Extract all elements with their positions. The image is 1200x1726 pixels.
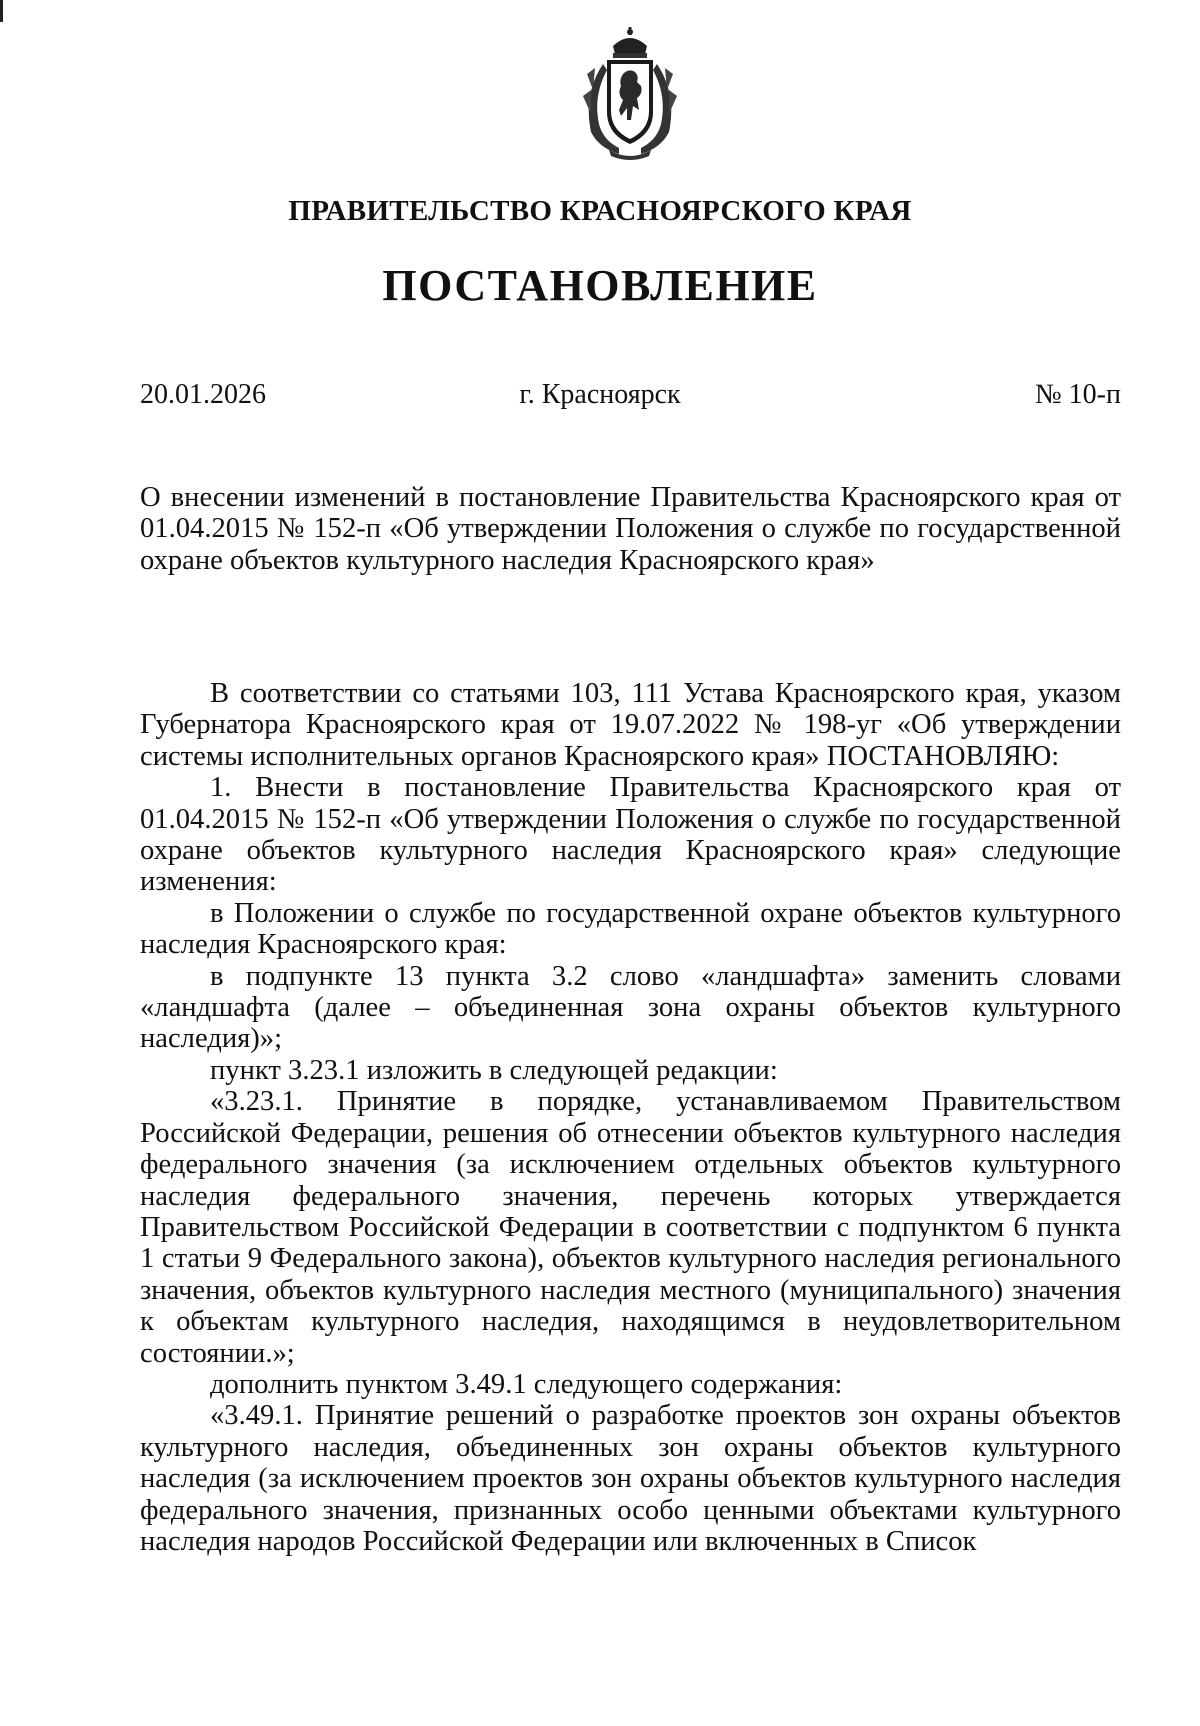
scan-edge-mark <box>0 0 3 22</box>
body-paragraph: В соответствии со статьями 103, 111 Устава Красноярского края, указом Губернатора Красноярского края от 19.07.2022 № 198-уг «Об утверждении системы исполнительных органов Красноярского края» ПОСТАНОВЛЯЮ: <box>140 678 1121 772</box>
government-title: ПРАВИТЕЛЬСТВО КРАСНОЯРСКОГО КРАЯ <box>288 195 912 227</box>
document-number: № 10-п <box>1034 379 1121 410</box>
body-paragraph: дополнить пунктом 3.49.1 следующего содержания: <box>210 1368 843 1400</box>
body-paragraph: в Положении о службе по государственной охране объектов культурного наследия Красноярского края: <box>140 897 1121 961</box>
document-date: 20.01.2026 <box>140 379 266 410</box>
body-paragraph: «3.23.1. Принятие в порядке, устанавливаемом Правительством Российской Федерации, решения об отнесении объектов культурного наследия федерального значения (за исключением отдельных объектов культурного наследия федерального значения, перечень которых утверждается Правительством Российской Федерации в соответствии с подпунктом 6 пункта 1 статьи 9 Федерального закона), объектов культурного наследия регионального значения, объектов культурного наследия местного (муниципального) значения к объектам культурного наследия, находящимся в неудовлетворительном состоянии.»; <box>140 1086 1121 1369</box>
body-paragraph: «3.49.1. Принятие решений о разработке проектов зон охраны объектов культурного наследия, объединенных зон охраны объектов культурного наследия (за исключением проектов зон охраны объектов культурного наследия федерального значения, признанных особо ценными объектами культурного наследия народов Российской Федерации или включенных в Список <box>140 1400 1121 1557</box>
body-paragraph: 1. Внести в постановление Правительства Красноярского края от 01.04.2015 № 152-п «Об утверждении Положения о службе по государственной охране объектов культурного наследия Красноярского края» следующие изменения: <box>140 772 1121 898</box>
document-city: г. Красноярск <box>519 379 681 410</box>
body-paragraph: пункт 3.23.1 изложить в следующей редакции: <box>210 1054 778 1086</box>
document-subject <box>140 482 1121 576</box>
document-body <box>140 678 1121 1557</box>
document-type-title: ПОСТАНОВЛЕНИЕ <box>382 261 818 310</box>
subject-text: О внесении изменений в постановление Правительства Красноярского края от 01.04.2015 № 152-п «Об утверждении Положения о службе по государственной охране объектов культурного наследия Красноярского края» <box>140 482 1121 576</box>
krasnoyarsk-coat-of-arms-icon <box>573 24 687 162</box>
body-paragraph: в подпункте 13 пункта 3.2 слово «ландшафта» заменить словами «ландшафта (далее – объединенная зона охраны объектов культурного наследия)»; <box>140 960 1121 1055</box>
